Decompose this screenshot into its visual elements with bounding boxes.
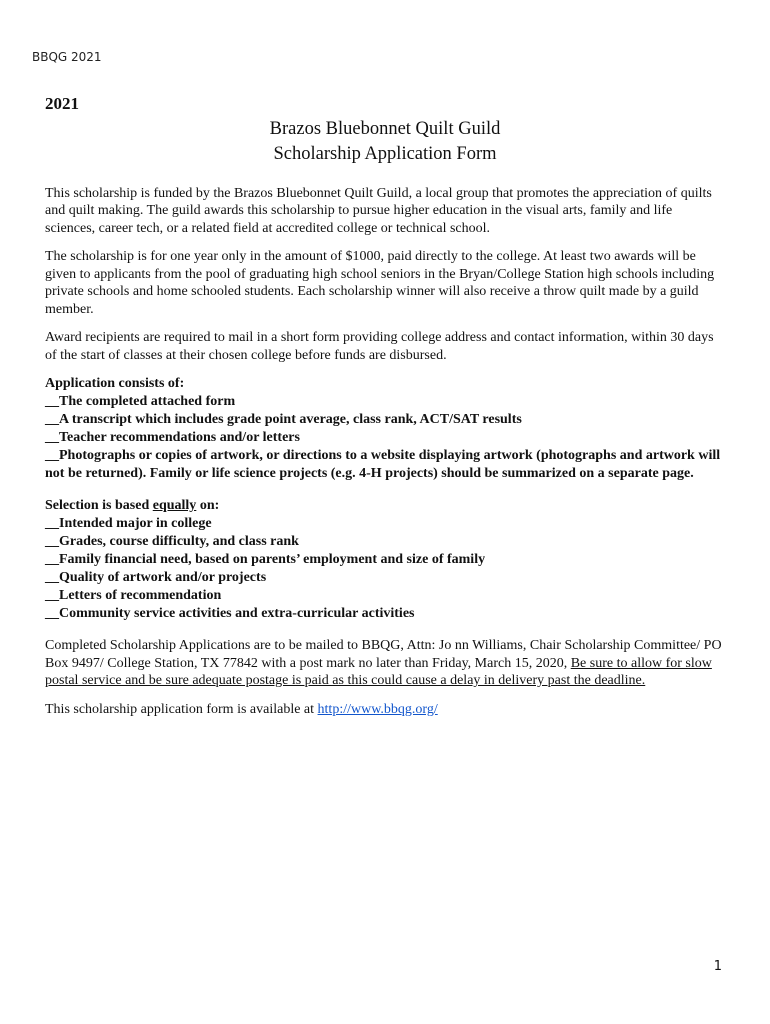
intro-paragraph: This scholarship is funded by the Brazos Bluebonnet Quilt Guild, a local group that promotes the appreciation of quilts and quilt making. The guild awards this scholarship to pursue higher education in the visual arts, family and life sciences, career tech, or a related field at accredited college or technical school. [45, 185, 712, 236]
application-item: __A transcript which includes grade point average, class rank, ACT/SAT results [45, 412, 522, 427]
application-heading: Application consists of: [45, 376, 185, 391]
mailing-paragraph [45, 637, 725, 690]
award-paragraph: The scholarship is for one year only in the amount of $1000, paid directly to the college. At least two awards will be given to applicants from the pool of graduating high school seniors in the Bryan/College Station high schools including private schools and home schooled students. Each scholarship winner will also receive a throw quilt made by a guild member. [45, 249, 715, 317]
recipients-paragraph: Award recipients are required to mail in a short form providing college address and contact information, within 30 days of the start of classes at their chosen college before funds are disbursed. [45, 330, 714, 363]
selection-heading-emphasis: equally [152, 498, 197, 513]
selection-item: __Intended major in college [45, 516, 212, 531]
application-list [45, 375, 725, 483]
availability-paragraph [45, 701, 725, 719]
selection-item: __Community service activities and extra-curricular activities [45, 606, 415, 621]
page-title [45, 117, 725, 167]
selection-item: __Family financial need, based on parents’ employment and size of family [45, 552, 486, 567]
application-item: __The completed attached form [45, 394, 236, 409]
selection-heading-post: on: [196, 498, 220, 513]
availability-text: This scholarship application form is available at [45, 701, 318, 717]
header-tag: BBQG 2021 [32, 50, 102, 64]
selection-heading [45, 497, 725, 515]
document-body [45, 95, 725, 729]
website-link[interactable]: http://www.bbqg.org/ [317, 701, 438, 717]
selection-heading-pre: Selection is based [45, 498, 153, 513]
year-heading: 2021 [45, 94, 79, 113]
mailing-warning: Be sure to allow for slow postal service and be sure adequate postage is paid as this could cause a delay in delivery past the deadline. [45, 655, 712, 688]
application-item: __Teacher recommendations and/or letters [45, 430, 300, 445]
selection-item: __Letters of recommendation [45, 588, 222, 603]
mailing-text: Completed Scholarship Applications are to be mailed to BBQG, Attn: Jo nn Williams, Chair Scholarship Committee/ PO Box 9497/ College Station, TX 77842 with a post mark no later than Friday, March 15, 2020, [45, 638, 722, 671]
selection-item: __Quality of artwork and/or projects [45, 570, 267, 585]
title-line-2: Scholarship Application Form [273, 143, 497, 164]
application-item: __Photographs or copies of artwork, or directions to a website displaying artwork (photographs and artwork will not be returned). Family or life science projects (e.g. 4-H projects) should be summarized on a separate page. [45, 448, 721, 481]
selection-item: __Grades, course difficulty, and class rank [45, 534, 299, 549]
page-number: 1 [713, 959, 722, 974]
selection-list [45, 497, 725, 623]
title-line-1: Brazos Bluebonnet Quilt Guild [269, 118, 501, 139]
